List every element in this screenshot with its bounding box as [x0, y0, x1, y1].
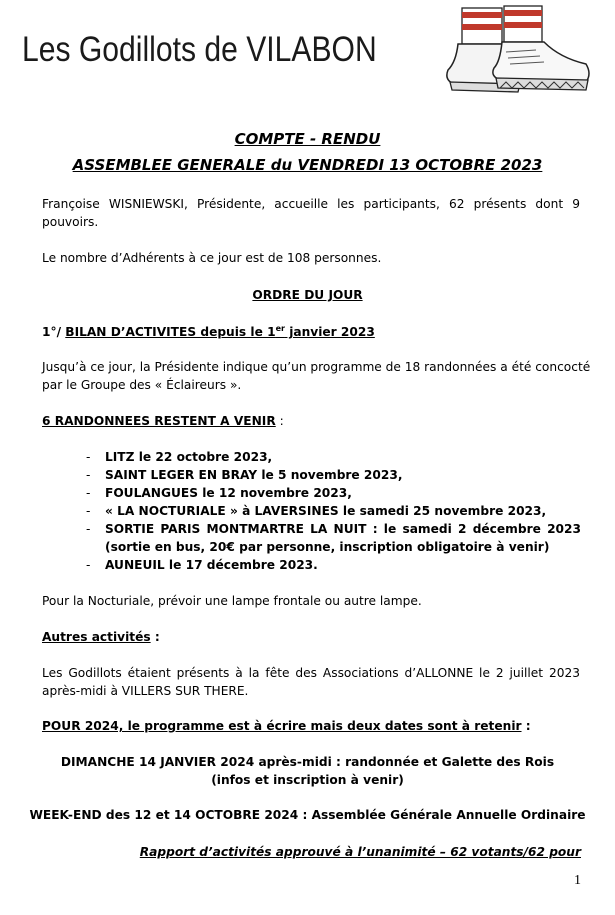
- bullet: -: [86, 450, 91, 464]
- nocturiale-note: Pour la Nocturiale, prévoir une lampe frontale ou autre lampe.: [42, 594, 422, 608]
- title-compte-rendu: COMPTE - RENDU: [234, 130, 381, 148]
- other-heading: [42, 628, 160, 646]
- bullet: -: [86, 468, 91, 482]
- other-line-1: Les Godillots étaient présents à la fête des Associations d’ALLONNE le 2 juillet 2023: [42, 666, 580, 680]
- date1-line-2: (infos et inscription à venir): [211, 773, 404, 787]
- intro-line-2: pouvoirs.: [42, 215, 99, 229]
- year2024-heading-suffix: :: [521, 719, 531, 733]
- upcoming-heading-text: 6 RANDONNEES RESTENT A VENIR: [42, 414, 276, 428]
- other-heading-text: Autres activités: [42, 630, 151, 644]
- agenda-heading: ORDRE DU JOUR: [252, 288, 363, 302]
- other-line-2: après-midi à VILLERS SUR THERE.: [42, 684, 249, 698]
- hiking-boots-icon: [440, 4, 596, 98]
- list-item: LITZ le 22 octobre 2023,: [105, 450, 273, 464]
- bullet: -: [86, 504, 91, 518]
- bullet: -: [86, 558, 91, 572]
- list-item: SORTIE PARIS MONTMARTRE LA NUIT : le samedi 2 décembre 2023: [105, 522, 581, 536]
- section1-heading: [42, 323, 375, 341]
- intro-line-1: Françoise WISNIEWSKI, Présidente, accueille les participants, 62 présents dont 9: [42, 197, 580, 211]
- other-heading-suffix: :: [150, 630, 160, 644]
- section1-title: [65, 325, 375, 339]
- date1-line-1: DIMANCHE 14 JANVIER 2024 après-midi : randonnée et Galette des Rois: [60, 755, 555, 769]
- section1-prefix: 1°/: [42, 325, 66, 339]
- section1-sup: er: [275, 323, 285, 333]
- members-count: Le nombre d’Adhérents à ce jour est de 108 personnes.: [42, 251, 382, 265]
- list-item: SAINT LEGER EN BRAY le 5 novembre 2023,: [105, 468, 403, 482]
- section1-title-b: janvier 2023: [284, 325, 375, 339]
- upcoming-heading: [42, 412, 284, 430]
- bullet: -: [86, 522, 91, 536]
- year2024-heading: [42, 717, 531, 735]
- list-item: « LA NOCTURIALE » à LAVERSINES le samedi 25 novembre 2023,: [105, 504, 547, 518]
- year2024-heading-text: POUR 2024, le programme est à écrire mais deux dates sont à retenir: [42, 719, 522, 733]
- list-item: FOULANGUES le 12 novembre 2023,: [105, 486, 352, 500]
- program-line-2: par le Groupe des « Éclaireurs ».: [42, 378, 242, 392]
- approval-statement: Rapport d’activités approuvé à l’unanimité – 62 votants/62 pour: [139, 845, 581, 859]
- list-item: AUNEUIL le 17 décembre 2023.: [105, 558, 318, 572]
- title-assemblee: ASSEMBLEE GENERALE du VENDREDI 13 OCTOBRE 2023: [72, 156, 543, 174]
- bullet: -: [86, 486, 91, 500]
- upcoming-heading-suffix: :: [275, 414, 284, 428]
- date2: WEEK-END des 12 et 14 OCTOBRE 2024 : Assemblée Générale Annuelle Ordinaire: [29, 808, 586, 822]
- club-name: Les Godillots de VILABON: [22, 30, 377, 69]
- list-item-continuation: (sortie en bus, 20€ par personne, inscription obligatoire à venir): [105, 540, 550, 554]
- section1-title-a: BILAN D’ACTIVITES depuis le 1: [65, 325, 276, 339]
- program-line-1: Jusqu’à ce jour, la Présidente indique qu’un programme de 18 randonnées a été concocté: [42, 360, 591, 374]
- page-number: 1: [574, 873, 581, 888]
